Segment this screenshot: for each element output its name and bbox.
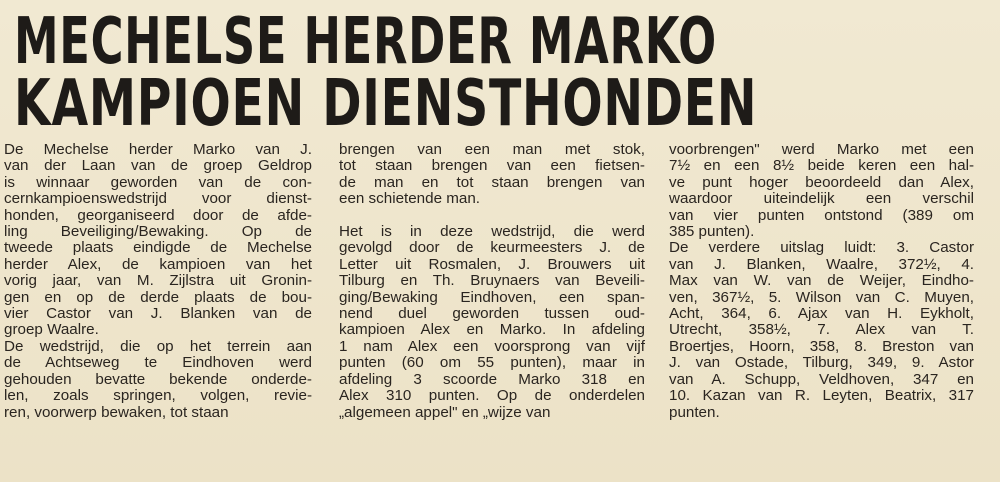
article-line: van vier punten ontstond (389 om xyxy=(669,206,974,224)
article-line: Max van W. van de Weijer, Eindho- xyxy=(669,272,974,290)
article-line: vier Castor van J. Blanken van de xyxy=(4,305,312,323)
article-line: nend duel geworden tussen oud- xyxy=(339,305,645,323)
article-line: afdeling 3 scoorde Marko 318 en xyxy=(339,370,645,388)
article-line: van der Laan van de groep Geldrop xyxy=(4,157,312,175)
article-line xyxy=(339,208,645,224)
article-line: gen en op de derde plaats de bou- xyxy=(4,288,312,306)
article-line: 7½ en een 8½ beide keren een hal- xyxy=(669,157,974,175)
article-line: ren, voorwerp bewaken, tot staan xyxy=(4,403,229,421)
article-column-3 xyxy=(669,142,974,421)
article-line: „algemeen appel" en „wijze van xyxy=(339,403,551,421)
article-line: J. van Ostade, Tilburg, 349, 9. Astor xyxy=(669,354,974,372)
article-line: ven, 367½, 5. Wilson van C. Muyen, xyxy=(669,288,974,306)
article-line: kampioen Alex en Marko. In afdeling xyxy=(339,321,645,339)
article-line: honden, georganiseerd door de afde- xyxy=(4,206,312,224)
article-line: van J. Blanken, Waalre, 372½, 4. xyxy=(669,255,974,273)
article-column-1 xyxy=(4,142,312,421)
article-line: tot staan brengen van een fietsen- xyxy=(339,157,645,175)
article-line: Utrecht, 358½, 7. Alex van T. xyxy=(669,321,974,339)
article-line: gehouden bevatte bekende onderde- xyxy=(4,370,312,388)
article-line: ling Beveiliging/Bewaking. Op de xyxy=(4,223,312,241)
article-line: gevolgd door de keurmeesters J. de xyxy=(339,239,645,257)
article-line: waardoor uiteindelijk een verschil xyxy=(669,190,974,208)
article-line: de man en tot staan brengen van xyxy=(339,173,645,191)
article-line: len, zoals springen, volgen, revie- xyxy=(4,387,312,405)
article-line: een schietende man. xyxy=(339,190,481,208)
article-line: Letter uit Rosmalen, J. Brouwers uit xyxy=(339,255,645,273)
article-line: herder Alex, de kampioen van het xyxy=(4,255,312,273)
article-line: Alex 310 punten. Op de onderdelen xyxy=(339,387,645,405)
article-line: Broertjes, Hoorn, 358, 8. Breston van xyxy=(669,337,974,355)
article-line: tweede plaats eindigde de Mechelse xyxy=(4,239,312,257)
headline-line-2: KAMPIOEN DIENSTHONDEN xyxy=(14,67,758,141)
article-line: 385 punten). xyxy=(669,223,755,241)
article-line: punten. xyxy=(669,403,720,421)
article-line: de Achtseweg te Eindhoven werd xyxy=(4,354,312,372)
headline-line-1: MECHELSE HERDER MARKO xyxy=(14,5,717,79)
article-line: 1 nam Alex een voorsprong van vijf xyxy=(339,337,645,355)
article-line: De verdere uitslag luidt: 3. Castor xyxy=(669,239,974,257)
article-line: ve punt hoger beoordeeld dan Alex, xyxy=(669,173,974,191)
article-line: Het is in deze wedstrijd, die werd xyxy=(339,223,645,241)
article-line: punten (60 om 55 punten), maar in xyxy=(339,354,645,372)
article-line: vorig jaar, van M. Zijlstra uit Gronin- xyxy=(4,272,312,290)
article-line: Tilburg en Th. Bruynaers van Beveili- xyxy=(339,272,645,290)
article-line: is winnaar geworden van de con- xyxy=(4,173,312,191)
article-line: De Mechelse herder Marko van J. xyxy=(4,141,312,158)
article-line: voorbrengen" werd Marko met een xyxy=(669,141,974,158)
article-line: Acht, 364, 6. Ajax van H. Eykholt, xyxy=(669,305,974,323)
article-line: cernkampioenswedstrijd voor dienst- xyxy=(4,190,312,208)
article-line: brengen van een man met stok, xyxy=(339,141,645,158)
article-line: 10. Kazan van R. Leyten, Beatrix, 317 xyxy=(669,387,974,405)
article-line: van A. Schupp, Veldhoven, 347 en xyxy=(669,370,974,388)
article-column-2 xyxy=(339,142,645,421)
article-line: groep Waalre. xyxy=(4,321,99,339)
article-line: De wedstrijd, die op het terrein aan xyxy=(4,337,312,355)
article-line: ging/Bewaking Eindhoven, een span- xyxy=(339,288,645,306)
